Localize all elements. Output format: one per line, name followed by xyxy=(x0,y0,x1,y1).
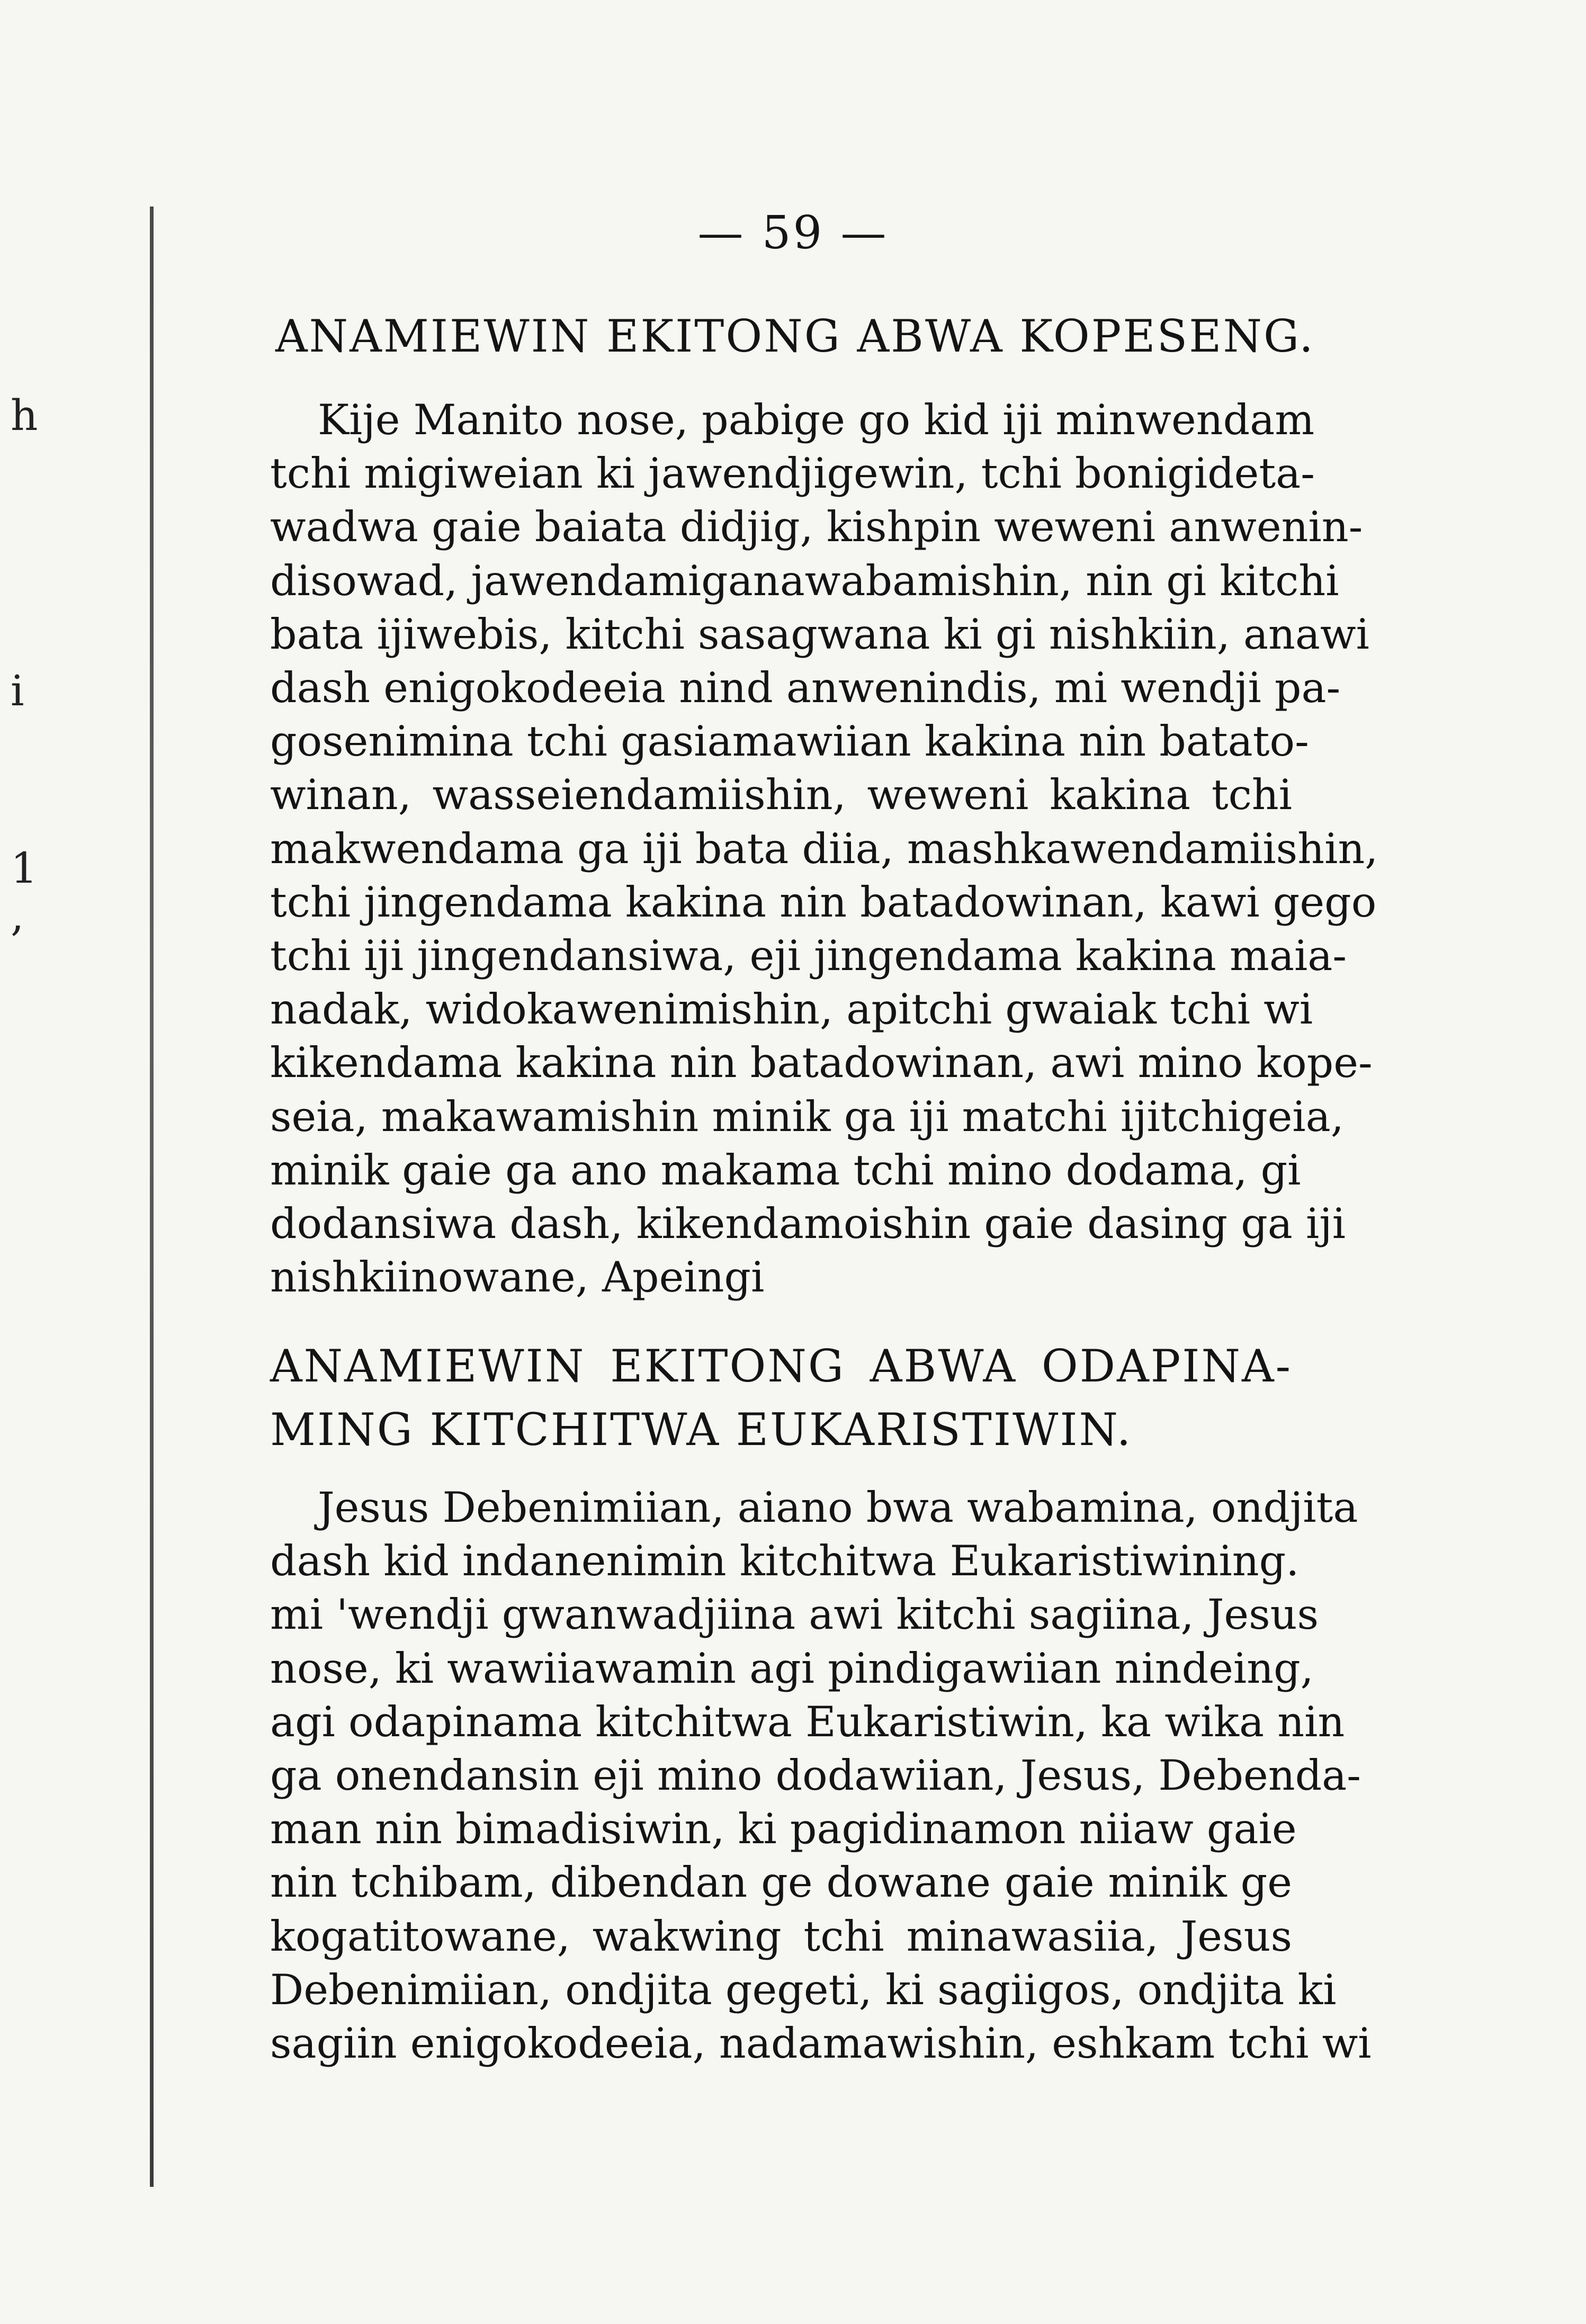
text-line: makwendama ga iji bata diia, mashkawendamiishin, xyxy=(270,824,1378,873)
text-line: nin tchibam, dibendan ge dowane gaie minik ge xyxy=(270,1858,1292,1907)
text-line: dash kid indanenimin kitchitwa Eukaristiwining. xyxy=(270,1537,1300,1586)
text-line: bata ijiwebis, kitchi sasagwana ki gi nishkiin, anawi xyxy=(270,609,1369,659)
text-line: ga onendansin eji mino dodawiian, Jesus, Debenda- xyxy=(270,1751,1361,1800)
gutter-mark: h xyxy=(11,391,38,440)
heading-line: ANAMIEWIN EKITONG ABWA ODAPINA- xyxy=(270,1340,1292,1392)
section-heading xyxy=(275,304,1446,368)
text-line: minik gaie ga ano makama tchi mino dodama, gi xyxy=(270,1145,1301,1195)
text-line: Kije Manito nose, pabige go kid iji minwendam xyxy=(318,396,1315,444)
text-line: disowad, jawendamiganawabamishin, nin gi kitchi xyxy=(270,556,1339,605)
text-line: kogatitowane, wakwing tchi minawasiia, Jesus xyxy=(270,1912,1292,1961)
section-heading xyxy=(270,1334,1292,1461)
text-line: tchi iji jingendansiwa, eji jingendama kakina maia- xyxy=(270,931,1347,981)
text-line: dodansiwa dash, kikendamoishin gaie dasing ga iji xyxy=(270,1199,1346,1249)
text-line: sagiin enigokodeeia, nadamawishin, eshkam tchi wi xyxy=(270,2019,1372,2068)
text-line: man nin bimadisiwin, ki pagidinamon niiaw gaie xyxy=(270,1805,1297,1854)
gutter-mark: 1 xyxy=(11,844,38,893)
text-line: winan, wasseiendamiishin, weweni kakina tchi xyxy=(270,770,1292,820)
text-line: gosenimina tchi gasiamawiian kakina nin batato- xyxy=(270,717,1309,766)
text-line: kikendama kakina nin batadowinan, awi mino kope- xyxy=(270,1038,1373,1088)
text-line: Jesus Debenimiian, aiano bwa wabamina, ondjita xyxy=(318,1483,1358,1532)
heading-line: ANAMIEWIN EKITONG ABWA KOPESENG. xyxy=(275,310,1315,362)
text-line: Debenimiian, ondjita gegeti, ki sagiigos, ondjita ki xyxy=(270,1965,1337,2014)
text-line: dash enigokodeeia nind anwenindis, mi wendji pa- xyxy=(270,663,1341,713)
heading-line: MING KITCHITWA EUKARISTIWIN. xyxy=(270,1404,1133,1456)
prayer-paragraph xyxy=(270,393,1378,1304)
prayer-paragraph xyxy=(270,1481,1372,2070)
text-line: agi odapinama kitchitwa Eukaristiwin, ka wika nin xyxy=(270,1697,1345,1746)
gutter-mark: i xyxy=(11,666,24,715)
text-line: nishkiinowane, Apeingi xyxy=(270,1253,765,1302)
text-line: seia, makawamishin minik ga iji matchi ijitchigeia, xyxy=(270,1092,1344,1141)
text-line: tchi jingendama kakina nin batadowinan, kawi gego xyxy=(270,877,1377,927)
text-line: wadwa gaie baiata didjig, kishpin weweni anwenin- xyxy=(270,503,1363,552)
text-line: nadak, widokawenimishin, apitchi gwaiak tchi wi xyxy=(270,985,1313,1034)
text-line: tchi migiweian ki jawendjigewin, tchi bonigideta- xyxy=(270,449,1315,498)
gutter-mark: , xyxy=(11,891,24,940)
page-number: — 59 — xyxy=(697,207,889,259)
text-line: mi 'wendji gwanwadjiina awi kitchi sagiina, Jesus xyxy=(270,1590,1319,1639)
binding-edge xyxy=(150,207,154,2187)
text-line: nose, ki wawiiawamin agi pindigawiian nindeing, xyxy=(270,1644,1314,1693)
